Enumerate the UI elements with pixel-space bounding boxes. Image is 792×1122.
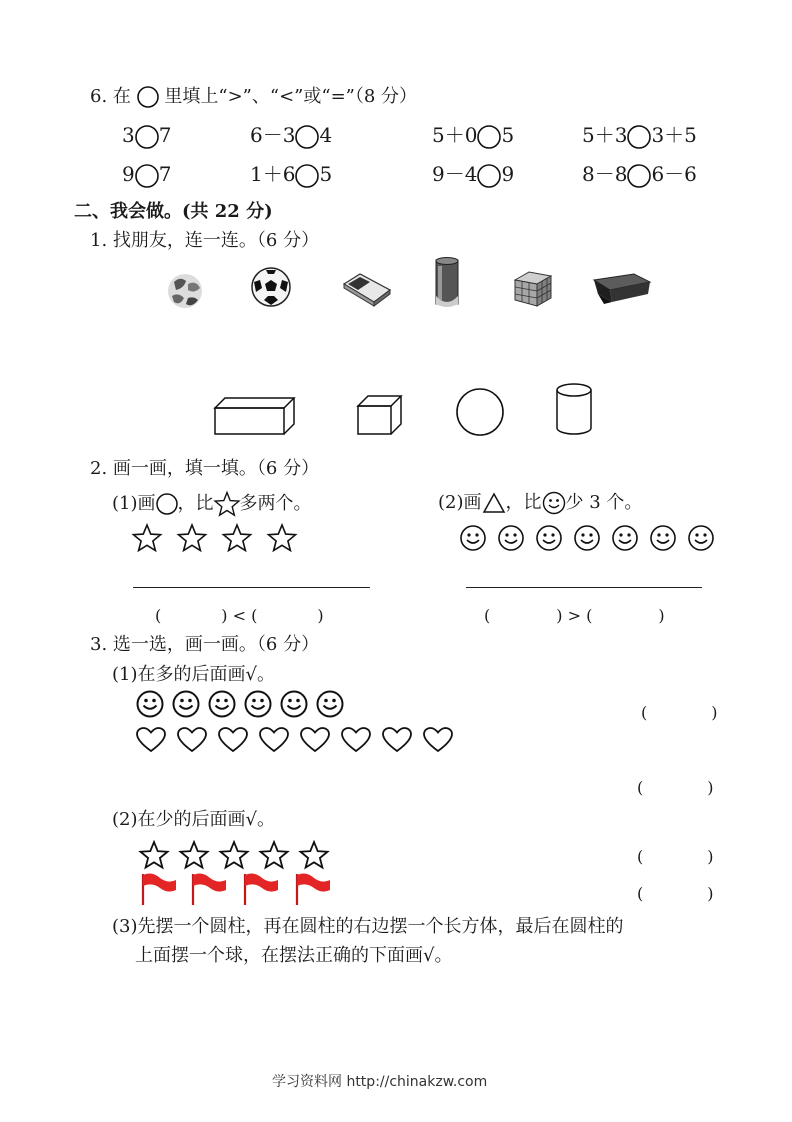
q3-part1-hearts	[136, 727, 453, 753]
compare-sign: ) < (	[221, 606, 258, 625]
heart-icon	[259, 727, 289, 753]
smiley-icon	[535, 524, 563, 552]
q2-part1-c: 多两个。	[239, 493, 312, 514]
red-flag-icon	[140, 872, 178, 906]
footer-watermark: 学习资料网 http://chinakzw.com	[272, 1074, 488, 1090]
soccer-ball-icon[interactable]	[250, 266, 292, 308]
q6-row2-item2	[250, 162, 332, 188]
heart-icon	[341, 727, 371, 753]
smiley-icon	[316, 690, 344, 718]
q3-part1-smileys	[136, 690, 344, 718]
red-flag-icon	[242, 872, 280, 906]
paren-open: (	[484, 606, 491, 625]
q2-part1-instruction	[112, 491, 312, 517]
q6-row1-item1	[122, 123, 171, 149]
paren-open: (	[637, 778, 644, 797]
answer-circle[interactable]	[295, 164, 319, 188]
smiley-icon	[172, 690, 200, 718]
q2-part1-answer-line[interactable]	[133, 587, 370, 588]
paren-open: (	[637, 847, 644, 866]
triangle-icon	[482, 492, 506, 514]
expr-left: 1＋6	[250, 162, 296, 186]
expr-right: 9	[501, 162, 515, 186]
answer-circle[interactable]	[135, 164, 159, 188]
eraser-icon[interactable]	[340, 272, 392, 308]
paren-close: )	[711, 703, 718, 722]
paren-close: )	[707, 778, 714, 797]
paren-open: (	[637, 884, 644, 903]
q6-row2-item1	[122, 162, 171, 188]
box-icon[interactable]	[590, 270, 652, 306]
paren-close: )	[658, 606, 665, 625]
expr-right: 5	[319, 162, 333, 186]
q3-part1-smileys-answer[interactable]	[641, 703, 718, 722]
q2-part1-b: ，比	[177, 493, 214, 514]
q2-part2-a: (2)画	[438, 492, 482, 513]
rubiks-cube-icon[interactable]	[511, 268, 555, 308]
smiley-icon	[542, 491, 566, 515]
compare-sign: ) > (	[556, 606, 593, 625]
expr-left: 5＋0	[432, 123, 478, 147]
star-icon	[259, 840, 289, 870]
expr-left: 8－8	[582, 162, 628, 186]
q2-part2-b: ，比	[505, 492, 542, 513]
q3-part3-line2: 上面摆一个球，在摆法正确的下面画√。	[135, 945, 453, 966]
smiley-icon	[459, 524, 487, 552]
smiley-icon	[136, 690, 164, 718]
heart-icon	[218, 727, 248, 753]
smiley-icon	[280, 690, 308, 718]
expr-right: 7	[158, 162, 172, 186]
q3-part1-label: (1)在多的后面画√。	[112, 664, 275, 685]
q2-part2-smileys	[459, 524, 715, 552]
q2-part1-stars	[132, 523, 297, 553]
star-icon	[214, 491, 240, 517]
smiley-icon	[611, 524, 639, 552]
cup-icon[interactable]	[432, 256, 462, 310]
star-icon	[267, 523, 297, 553]
q3-part2-stars-answer[interactable]	[637, 847, 714, 866]
expr-left: 3	[122, 123, 135, 147]
paren-close: )	[317, 606, 324, 625]
q3-part2-flags	[140, 872, 332, 906]
q6-number: 6.	[90, 86, 108, 107]
expr-left: 6－3	[250, 123, 296, 147]
circle-icon	[137, 86, 159, 108]
star-icon	[219, 840, 249, 870]
q3-part2-flags-answer[interactable]	[637, 884, 714, 903]
q6-title	[90, 86, 417, 108]
star-icon	[222, 523, 252, 553]
expr-left: 5＋3	[582, 123, 628, 147]
red-flag-icon	[190, 872, 228, 906]
cube-icon[interactable]	[357, 394, 403, 436]
q2-title: 2. 画一画，填一填。（6 分）	[90, 458, 320, 479]
cuboid-icon[interactable]	[214, 396, 296, 436]
paren-open: (	[155, 606, 162, 625]
paren-close: )	[707, 847, 714, 866]
smiley-icon	[687, 524, 715, 552]
q2-part2-answer-line[interactable]	[466, 587, 702, 588]
answer-circle[interactable]	[627, 125, 651, 149]
heart-icon	[300, 727, 330, 753]
q3-title: 3. 选一选，画一画。（6 分）	[90, 634, 320, 655]
star-icon	[299, 840, 329, 870]
q6-pre: 在	[112, 86, 131, 107]
heart-icon	[423, 727, 453, 753]
paren-close: )	[707, 884, 714, 903]
q2-part1-a: (1)画	[112, 493, 156, 514]
heart-icon	[382, 727, 412, 753]
answer-circle[interactable]	[477, 125, 501, 149]
smiley-icon	[244, 690, 272, 718]
heart-icon	[177, 727, 207, 753]
cylinder-icon[interactable]	[555, 382, 593, 436]
circle-icon	[156, 493, 178, 515]
q6-row1-item4	[582, 123, 697, 149]
paren-open: (	[641, 703, 648, 722]
expr-right: 5	[501, 123, 515, 147]
q6-row1-item3	[432, 123, 514, 149]
q2-part1-compare	[155, 606, 324, 625]
star-icon	[179, 840, 209, 870]
q6-row1-item2	[250, 123, 332, 149]
q3-part2-label: (2)在少的后面画√。	[112, 809, 275, 830]
q3-part3-line1: (3)先摆一个圆柱，再在圆柱的右边摆一个长方体，最后在圆柱的	[112, 916, 624, 937]
star-icon	[177, 523, 207, 553]
q6-row2-item4	[582, 162, 697, 188]
q2-part2-instruction	[438, 491, 642, 515]
red-flag-icon	[294, 872, 332, 906]
expr-left: 9－4	[432, 162, 478, 186]
expr-right: 4	[319, 123, 333, 147]
answer-circle[interactable]	[477, 164, 501, 188]
q6-row2-item3	[432, 162, 514, 188]
star-icon	[132, 523, 162, 553]
sphere-icon[interactable]	[455, 387, 505, 437]
expr-right: 6－6	[651, 162, 697, 186]
q3-part2-stars	[139, 840, 329, 870]
answer-circle[interactable]	[295, 125, 319, 149]
expr-left: 9	[122, 162, 135, 186]
smiley-icon	[649, 524, 677, 552]
star-icon	[139, 840, 169, 870]
smiley-icon	[497, 524, 525, 552]
puzzle-ball-icon[interactable]	[166, 272, 204, 310]
q2-part2-c: 少 3 个。	[565, 492, 643, 513]
q1-title: 1. 找朋友，连一连。（6 分）	[90, 230, 320, 251]
q3-part1-hearts-answer[interactable]	[637, 778, 714, 797]
q2-part2-compare	[484, 606, 665, 625]
expr-right: 7	[158, 123, 172, 147]
smiley-icon	[573, 524, 601, 552]
smiley-icon	[208, 690, 236, 718]
answer-circle[interactable]	[627, 164, 651, 188]
answer-circle[interactable]	[135, 125, 159, 149]
expr-right: 3＋5	[651, 123, 697, 147]
heart-icon	[136, 727, 166, 753]
section2-title: 二、我会做。(共 22 分)	[74, 201, 273, 222]
q6-post: 里填上“>”、“<”或“=”（8 分）	[164, 86, 418, 107]
